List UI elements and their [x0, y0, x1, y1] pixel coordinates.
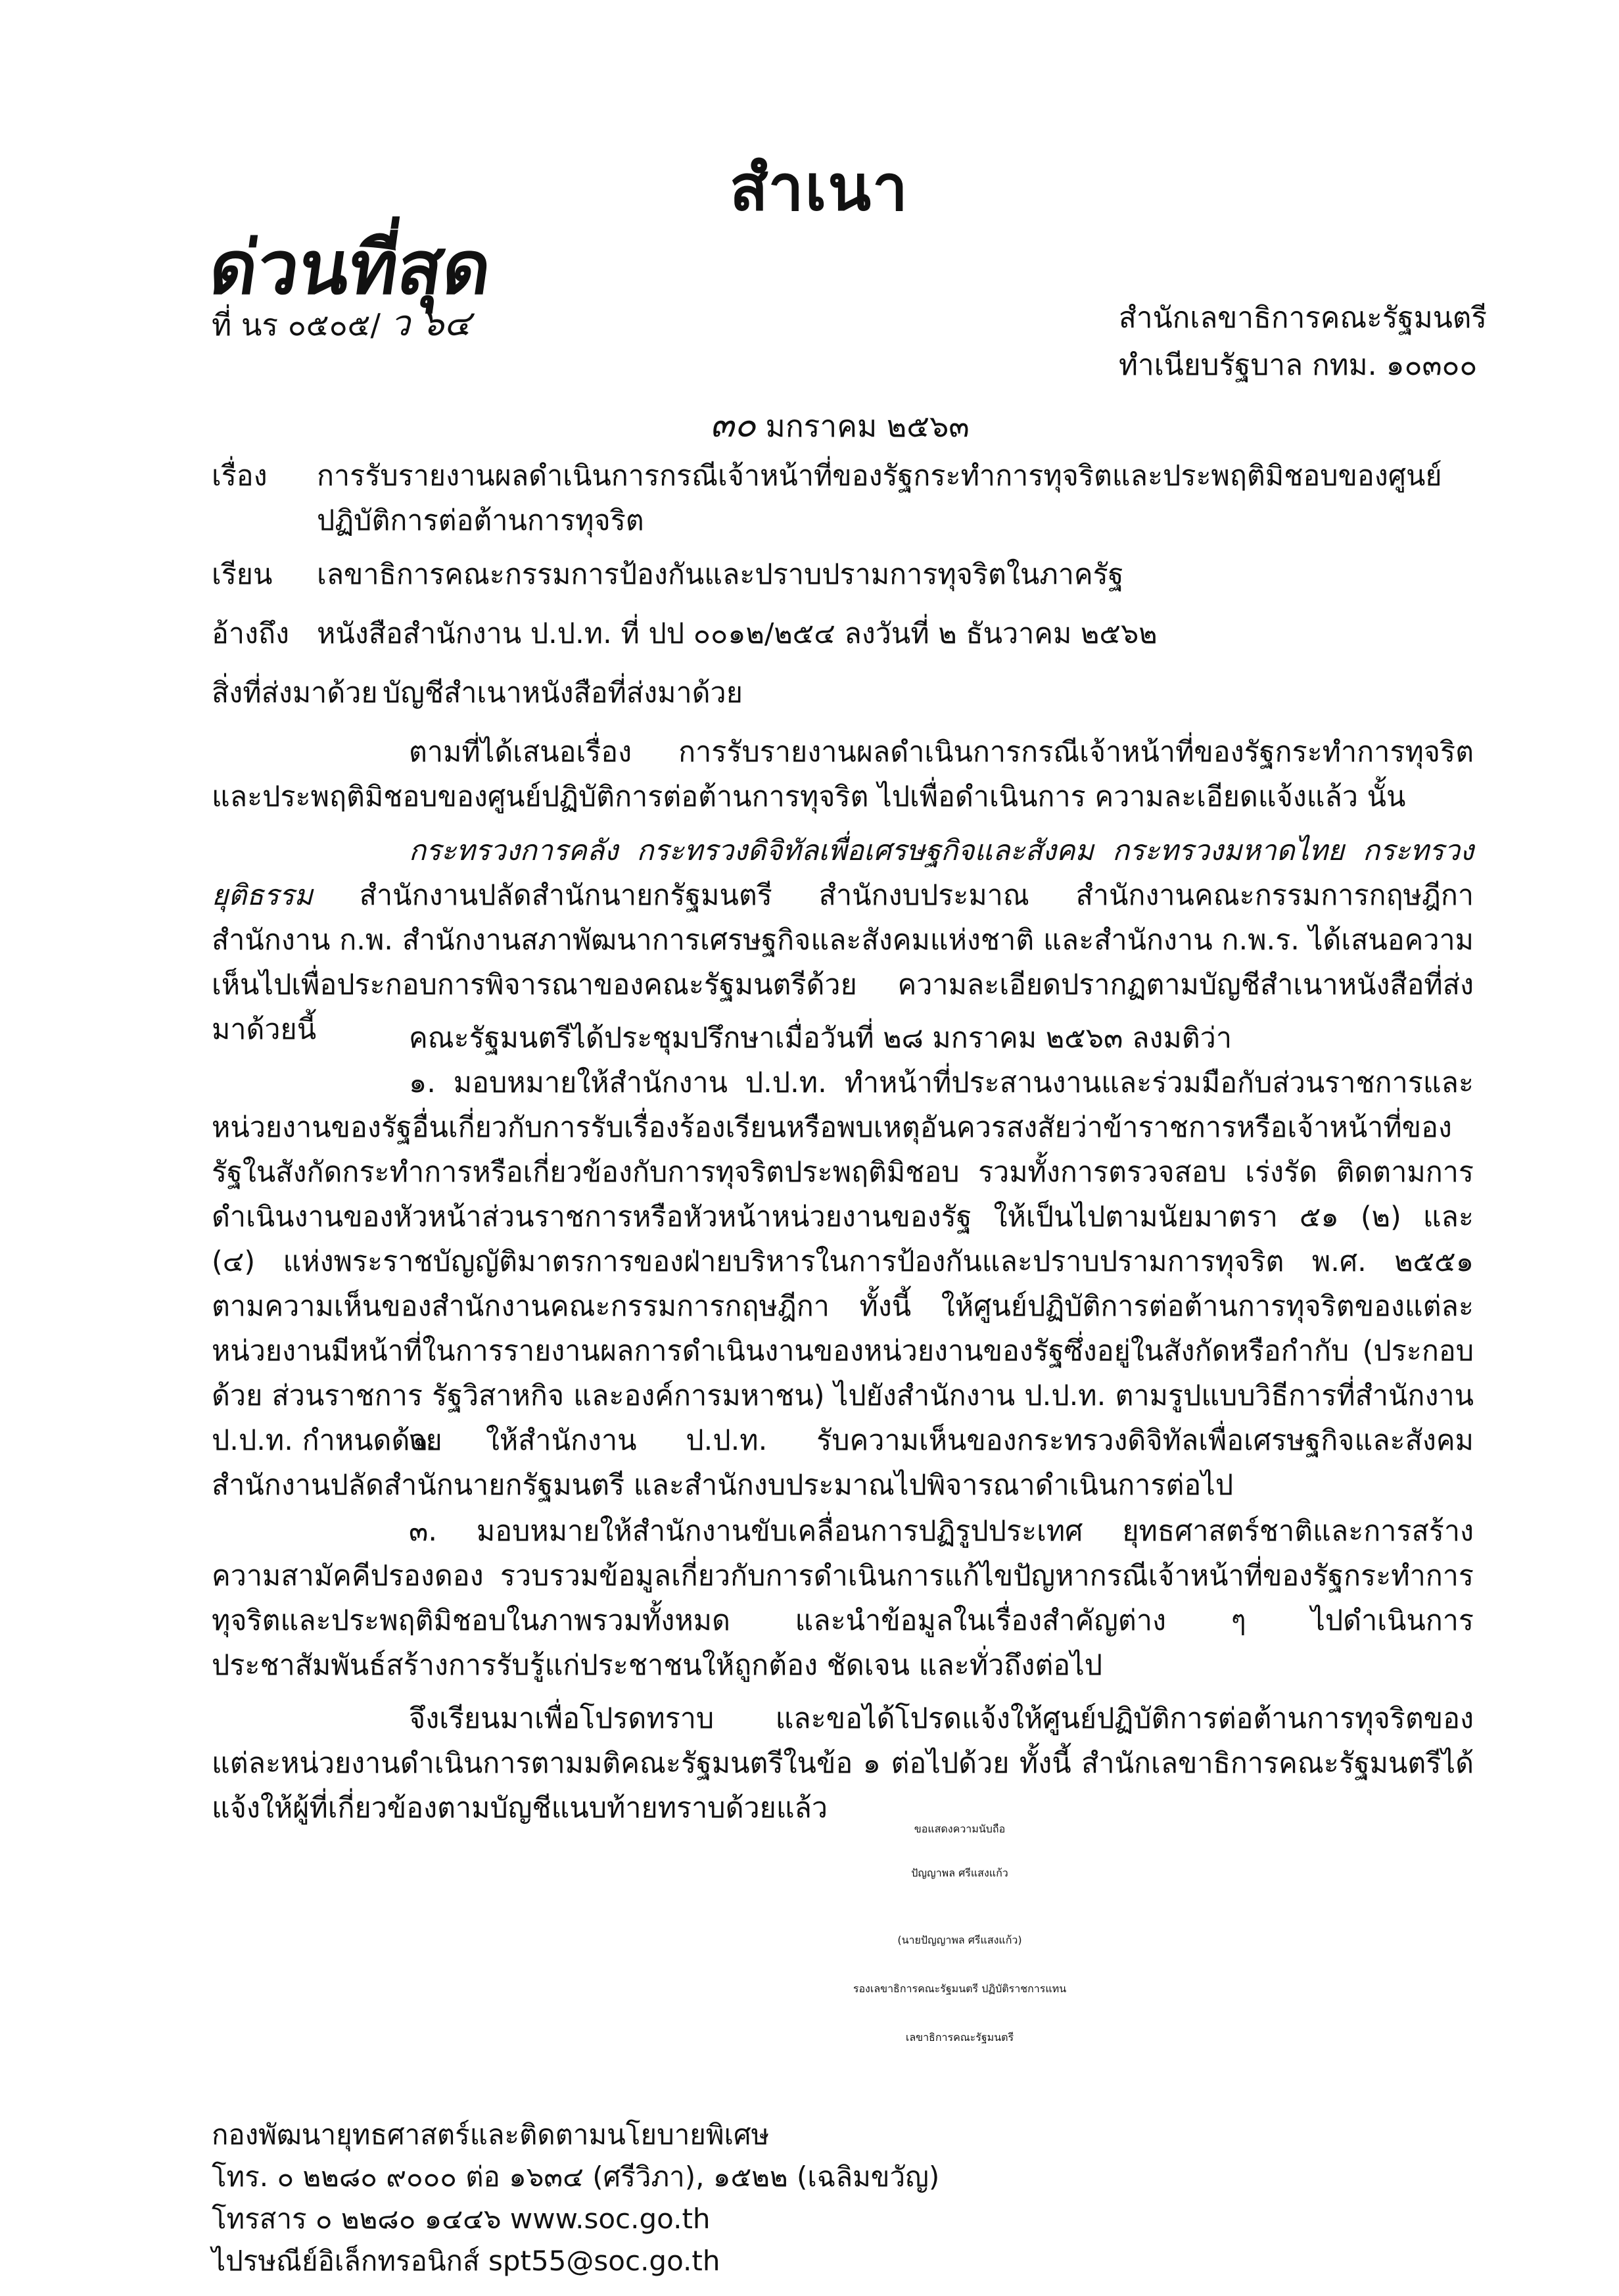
signature-block: [664, 1821, 1255, 2062]
signatory-full-name: (นายปัญญาพล ศรีแสงแก้ว): [897, 1934, 1022, 1946]
enclosure-label: สิ่งที่ส่งมาด้วย: [212, 677, 378, 709]
resolution-item-2: [212, 1418, 1474, 1508]
resolution-item-3-text: ๓. มอบหมายให้สำนักงานขับเคลื่อนการปฏิรูปประเทศ ยุทธศาสตร์ชาติและการสร้างความสามัคคีปรองดอง รวบรวมข้อมูลเกี่ยวกับการดำเนินการแก้ไขปัญหากรณีเจ้าหน้าที่ของรัฐกระทำการทุจริตและประพฤติมิชอบในภาพรวมทั้งหมด และนำข้อมูลในเรื่องสำคัญต่าง ๆ ไปดำเนินการประชาสัมพันธ์สร้างการรับรู้แก่ประชาชนให้ถูกต้อง ชัดเจน และทั่วถึงต่อไป: [212, 1515, 1474, 1682]
paragraph-3-text: คณะรัฐมนตรีได้ประชุมปรึกษาเมื่อวันที่ ๒๘ มกราคม ๒๕๖๓ ลงมติว่า: [409, 1022, 1232, 1055]
reference-prefix: ที่ นร ๐๕๐๕/: [212, 307, 381, 343]
paragraph-1-text: ตามที่ได้เสนอเรื่อง การรับรายงานผลดำเนินการกรณีเจ้าหน้าที่ของรัฐกระทำการทุจริตและประพฤติมิชอบของศูนย์ปฏิบัติการต่อต้านการทุจริต ไปเพื่อดำเนินการ ความละเอียดแจ้งแล้ว นั้น: [212, 736, 1474, 813]
recipient-text: เลขาธิการคณะกรรมการป้องกันและปราบปรามการทุจริตในภาครัฐ: [317, 558, 1124, 591]
reference-label: อ้างถึง: [212, 617, 289, 650]
reference-text: หนังสือสำนักงาน ป.ป.ท. ที่ ปป ๐๐๑๒/๒๕๔ ลงวันที่ ๒ ธันวาคม ๒๕๖๒: [317, 617, 1158, 650]
reference-handwritten: ว ๖๔: [390, 302, 471, 344]
enclosure-text: บัญชีสำเนาหนังสือที่ส่งมาด้วย: [383, 677, 743, 709]
date-month-year: มกราคม ๒๕๖๓: [765, 408, 970, 444]
date-day: ๓๐: [710, 404, 756, 445]
copy-stamp: สำเนา: [730, 151, 909, 225]
paragraph-2-ministries: กระทรวงการคลัง กระทรวงดิจิทัลเพื่อเศรษฐกิจและสังคม กระทรวงมหาดไทย กระทรวงยุติธรรม: [212, 834, 1474, 912]
division-name: กองพัฒนายุทธศาสตร์และติดตามนโยบายพิเศษ: [212, 2118, 770, 2151]
paragraph-4: [212, 1696, 1474, 1830]
signatory-position-title: เลขาธิการคณะรัฐมนตรี: [905, 2031, 1014, 2044]
reference-number: [212, 295, 471, 351]
resolution-item-1: [212, 1061, 1474, 1463]
contact-footer: [212, 2114, 939, 2282]
paragraph-3: [212, 1016, 1474, 1061]
resolution-item-2-text: ๒. ให้สำนักงาน ป.ป.ท. รับความเห็นของกระทรวงดิจิทัลเพื่อเศรษฐกิจและสังคม สำนักงานปลัดสำนักนายกรัฐมนตรี และสำนักงบประมาณไปพิจารณาดำเนินการต่อไป: [212, 1424, 1474, 1502]
subject-text: การรับรายงานผลดำเนินการกรณีเจ้าหน้าที่ของรัฐกระทำการทุจริตและประพฤติมิชอบของศูนย์ปฏิบัติการต่อต้านการทุจริต: [317, 460, 1442, 537]
signatory-position: รองเลขาธิการคณะรัฐมนตรี ปฏิบัติราชการแทน: [853, 1982, 1067, 1995]
urgency-stamp: ด่วนที่สุด: [204, 225, 498, 311]
letter-date: [710, 396, 970, 452]
paragraph-1: [212, 730, 1474, 819]
reference-row: [212, 611, 1474, 656]
subject-label: เรื่อง: [212, 460, 268, 492]
email-address: ไปรษณีย์อิเล็กทรอนิกส์ spt55@soc.go.th: [212, 2245, 720, 2277]
subject-row: [212, 454, 1474, 543]
recipient-label: เรียน: [212, 558, 273, 591]
sender-office: [1119, 295, 1487, 389]
signed-name: ปัญญาพล ศรีแสงแก้ว: [911, 1867, 1008, 1879]
paragraph-4-text: จึงเรียนมาเพื่อโปรดทราบ และขอได้โปรดแจ้งให้ศูนย์ปฏิบัติการต่อต้านการทุจริตของแต่ละหน่วยงานดำเนินการตามมติคณะรัฐมนตรีในข้อ ๑ ต่อไปด้วย ทั้งนี้ สำนักเลขาธิการคณะรัฐมนตรีได้แจ้งให้ผู้ที่เกี่ยวข้องตามบัญชีแนบท้ายทราบด้วยแล้ว: [212, 1702, 1474, 1825]
phone-number: โทร. ๐ ๒๒๘๐ ๙๐๐๐ ต่อ ๑๖๓๔ (ศรีวิภา), ๑๕๒๒ (เฉลิมขวัญ): [212, 2161, 940, 2193]
enclosure-row: [212, 671, 1539, 715]
office-name: สำนักเลขาธิการคณะรัฐมนตรี: [1119, 301, 1487, 335]
resolution-item-3: [212, 1509, 1474, 1688]
office-address: ทำเนียบรัฐบาล กทม. ๑๐๓๐๐: [1119, 348, 1478, 382]
paragraph-2-text: สำนักงานปลัดสำนักนายกรัฐมนตรี สำนักงบประมาณ สำนักงานคณะกรรมการกฤษฎีกา สำนักงาน ก.พ. สำนักงานสภาพัฒนาการเศรษฐกิจและสังคมแห่งชาติ และสำนักงาน ก.พ.ร. ได้เสนอความเห็นไปเพื่อประกอบการพิจารณาของคณะรัฐมนตรีด้วย ความละเอียดปรากฏตามบัญชีสำเนาหนังสือที่ส่งมาด้วยนี้: [212, 879, 1474, 1046]
resolution-item-1-text: ๑. มอบหมายให้สำนักงาน ป.ป.ท. ทำหน้าที่ประสานงานและร่วมมือกับส่วนราชการและหน่วยงานของรัฐอื่นเกี่ยวกับการรับเรื่องร้องเรียนหรือพบเหตุอันควรสงสัยว่าข้าราชการหรือเจ้าหน้าที่ของรัฐในสังกัดกระทำการหรือเกี่ยวข้องกับการทุจริตประพฤติมิชอบ รวมทั้งการตรวจสอบ เร่งรัด ติดตามการดำเนินงานของหัวหน้าส่วนราชการหรือหัวหน้าหน่วยงานของรัฐ ให้เป็นไปตามนัยมาตรา ๕๑ (๒) และ (๔) แห่งพระราชบัญญัติมาตรการของฝ่ายบริหารในการป้องกันและปราบปรามการทุจริต พ.ศ. ๒๕๕๑ ตามความเห็นของสำนักงานคณะกรรมการกฤษฎีกา ทั้งนี้ ให้ศูนย์ปฏิบัติการต่อต้านการทุจริตของแต่ละหน่วยงานมีหน้าที่ในการรายงานผลการดำเนินงานของหน่วยงานของรัฐซึ่งอยู่ในสังกัดหรือกำกับ (ประกอบด้วย ส่วนราชการ รัฐวิสาหกิจ และองค์การมหาชน) ไปยังสำนักงาน ป.ป.ท. ตามรูปแบบวิธีการที่สำนักงาน ป.ป.ท. กำหนดด้วย: [212, 1066, 1474, 1457]
recipient-row: [212, 552, 1474, 597]
closing-salutation: ขอแสดงความนับถือ: [914, 1823, 1006, 1835]
fax-number: โทรสาร ๐ ๒๒๘๐ ๑๔๔๖ www.soc.go.th: [212, 2203, 711, 2235]
